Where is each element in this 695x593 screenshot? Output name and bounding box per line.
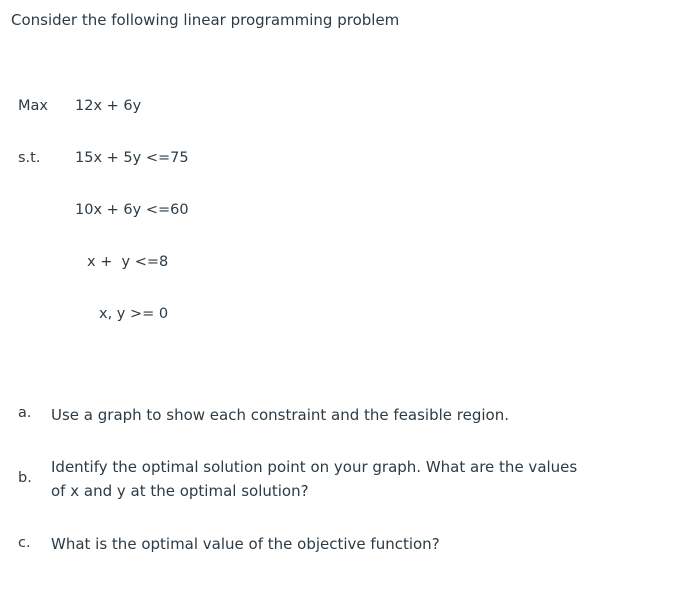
intro-text: Consider the following linear programming problem (11, 11, 400, 29)
nonnegativity-constraint: x, y >= 0 (99, 306, 169, 322)
question-b-text: Identify the optimal solution point on your graph. What are the values of x and y at the optimal solution? (51, 458, 578, 500)
question-a-letter: a. (18, 405, 32, 421)
objective-function: 12x + 6y (75, 98, 142, 114)
constraint-3: x + y <=8 (87, 254, 169, 270)
constraint-1: 15x + 5y <=75 (75, 150, 189, 166)
constraint-2: 10x + 6y <=60 (75, 202, 189, 218)
subject-to-label: s.t. (18, 150, 41, 166)
question-c-text: What is the optimal value of the objective function? (51, 535, 440, 553)
question-a-text: Use a graph to show each constraint and the feasible region. (51, 406, 509, 424)
question-c-letter: c. (18, 535, 31, 551)
max-label: Max (18, 98, 48, 114)
question-b-letter: b. (18, 470, 32, 486)
